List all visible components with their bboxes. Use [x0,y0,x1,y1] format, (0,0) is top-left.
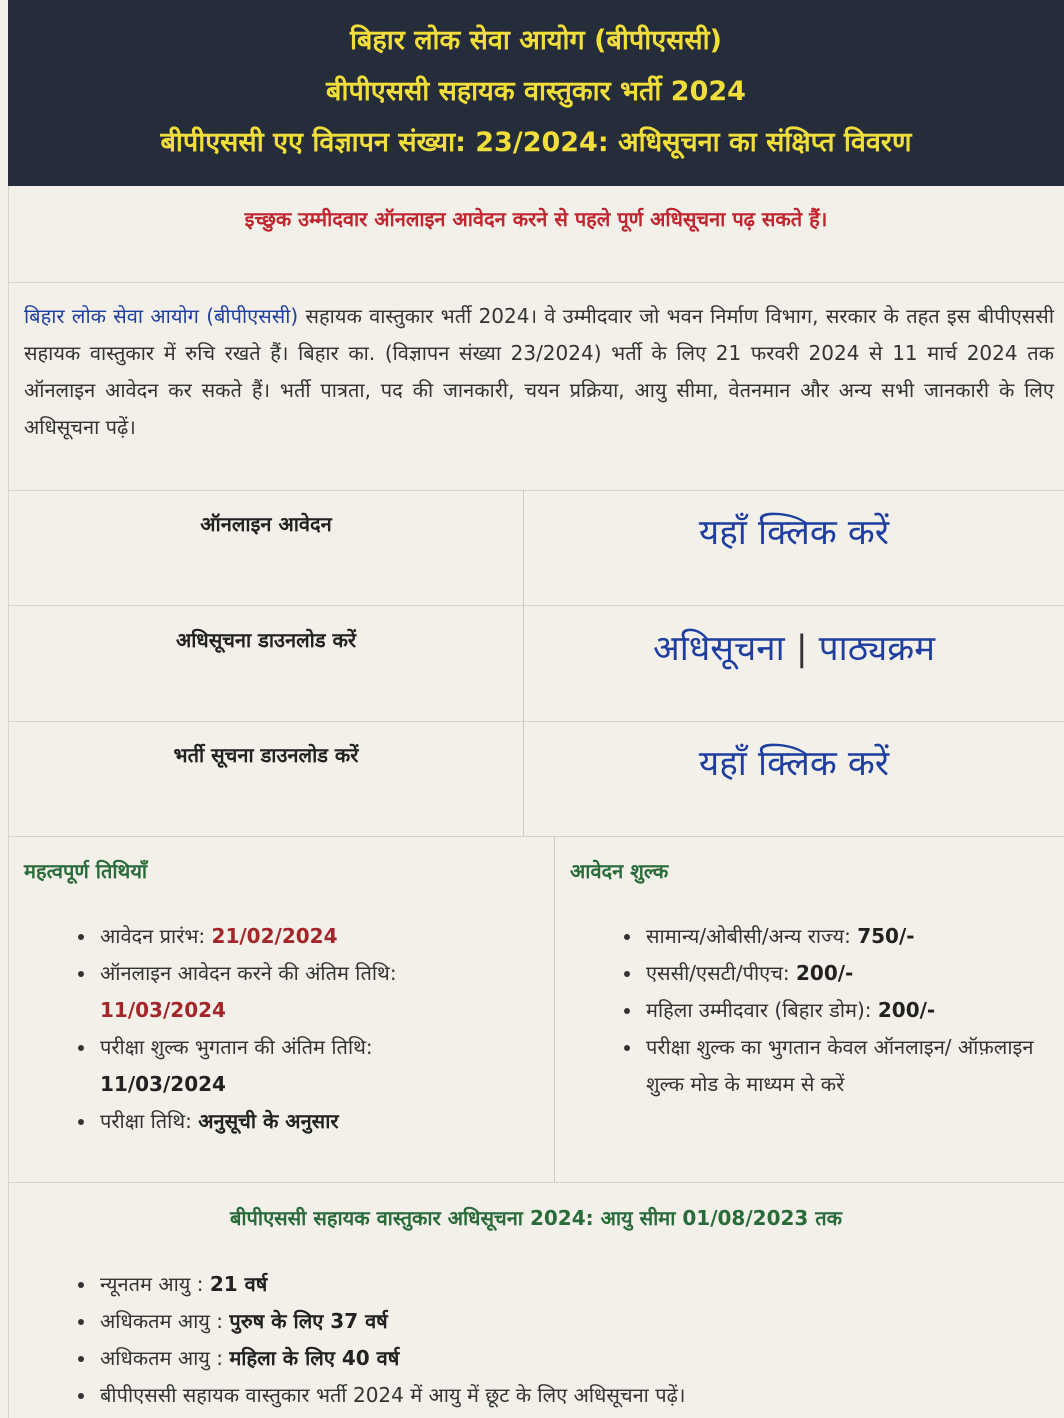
divider [8,1182,1064,1183]
list-item: आवेदन प्रारंभ: 21/02/2024 [78,918,533,955]
list-item: ऑनलाइन आवेदन करने की अंतिम तिथि: 11/03/2024 [78,955,533,1029]
list-item: महिला उम्मीदवार (बिहार डोम): 200/- [624,992,1044,1029]
divider [8,282,1064,283]
divider [8,605,1064,606]
important-dates-list [78,918,533,1140]
online-apply-link[interactable]: यहाँ क्लिक करें [698,513,890,553]
application-fee-list [624,918,1044,1103]
recruitment-notice-cell [524,739,1064,786]
list-item: परीक्षा तिथि: अनुसूची के अनुसार [78,1103,533,1140]
intro-paragraph [24,298,1054,446]
notification-download-label: अधिसूचना डाउनलोड करें [175,628,357,652]
header-title: बिहार लोक सेवा आयोग (बीपीएससी) [350,25,722,56]
divider [8,836,1064,837]
syllabus-link[interactable]: पाठ्यक्रम [818,629,936,669]
list-item: परीक्षा शुल्क का भुगतान केवल ऑनलाइन/ ऑफ़लाइन शुल्क मोड के माध्यम से करें [624,1029,1044,1103]
link-separator: | [795,629,808,669]
notification-link[interactable]: अधिसूचना [652,629,785,669]
list-item: एससी/एसटी/पीएच: 200/- [624,955,1044,992]
section-column-divider [554,836,555,1182]
bpsc-link[interactable]: बिहार लोक सेवा आयोग (बीपीएससी) [24,304,299,328]
page-header [8,0,1064,186]
online-apply-label: ऑनलाइन आवेदन [200,512,332,536]
list-item: बीपीएससी सहायक वास्तुकार भर्ती 2024 में आयु में छूट के लिए अधिसूचना पढ़ें। [78,1377,1048,1414]
recruitment-notice-label: भर्ती सूचना डाउनलोड करें [173,743,359,767]
header-subtitle: बीपीएससी सहायक वास्तुकार भर्ती 2024 [326,76,746,107]
divider [8,490,1064,491]
recruitment-notice-link[interactable]: यहाँ क्लिक करें [698,744,890,784]
header-advertisement: बीपीएससी एए विज्ञापन संख्या: 23/2024: अधिसूचना का संक्षिप्त विवरण [160,127,912,158]
age-limit-title: बीपीएससी सहायक वास्तुकार अधिसूचना 2024: आयु सीमा 01/08/2023 तक [229,1206,843,1230]
list-item: न्यूनतम आयु : 21 वर्ष [78,1266,1048,1303]
list-item: परीक्षा शुल्क भुगतान की अंतिम तिथि: 11/03/2024 [78,1029,533,1103]
application-fee-title: आवेदन शुल्क [570,859,669,883]
divider [8,721,1064,722]
online-apply-cell [524,508,1064,555]
notification-download-cell [524,624,1064,671]
intro-text: सहायक वास्तुकार भर्ती 2024। वे उम्मीदवार जो भवन निर्माण विभाग, सरकार के तहत इस बीपीएससी सहायक वास्तुकार में रुचि रखते हैं। बिहार का. (विज्ञापन संख्या 23/2024) भर्ती के लिए 21 फरवरी 2024 से 11 मार्च 2024 तक ऑनलाइन आवेदन कर सकते हैं। भर्ती पात्रता, पद की जानकारी, चयन प्रक्रिया, आयु सीमा, वेतनमान और अन्य सभी जानकारी के लिए अधिसूचना पढ़ें। [24,304,1055,439]
important-dates-title: महत्वपूर्ण तिथियाँ [24,859,148,883]
notice-text: इच्छुक उम्मीदवार ऑनलाइन आवेदन करने से पहले पूर्ण अधिसूचना पढ़ सकते हैं। [244,207,828,231]
list-item: सामान्य/ओबीसी/अन्य राज्य: 750/- [624,918,1044,955]
age-limit-list [78,1266,1048,1414]
list-item: अधिकतम आयु : पुरुष के लिए 37 वर्ष [78,1303,1048,1340]
list-item: अधिकतम आयु : महिला के लिए 40 वर्ष [78,1340,1048,1377]
